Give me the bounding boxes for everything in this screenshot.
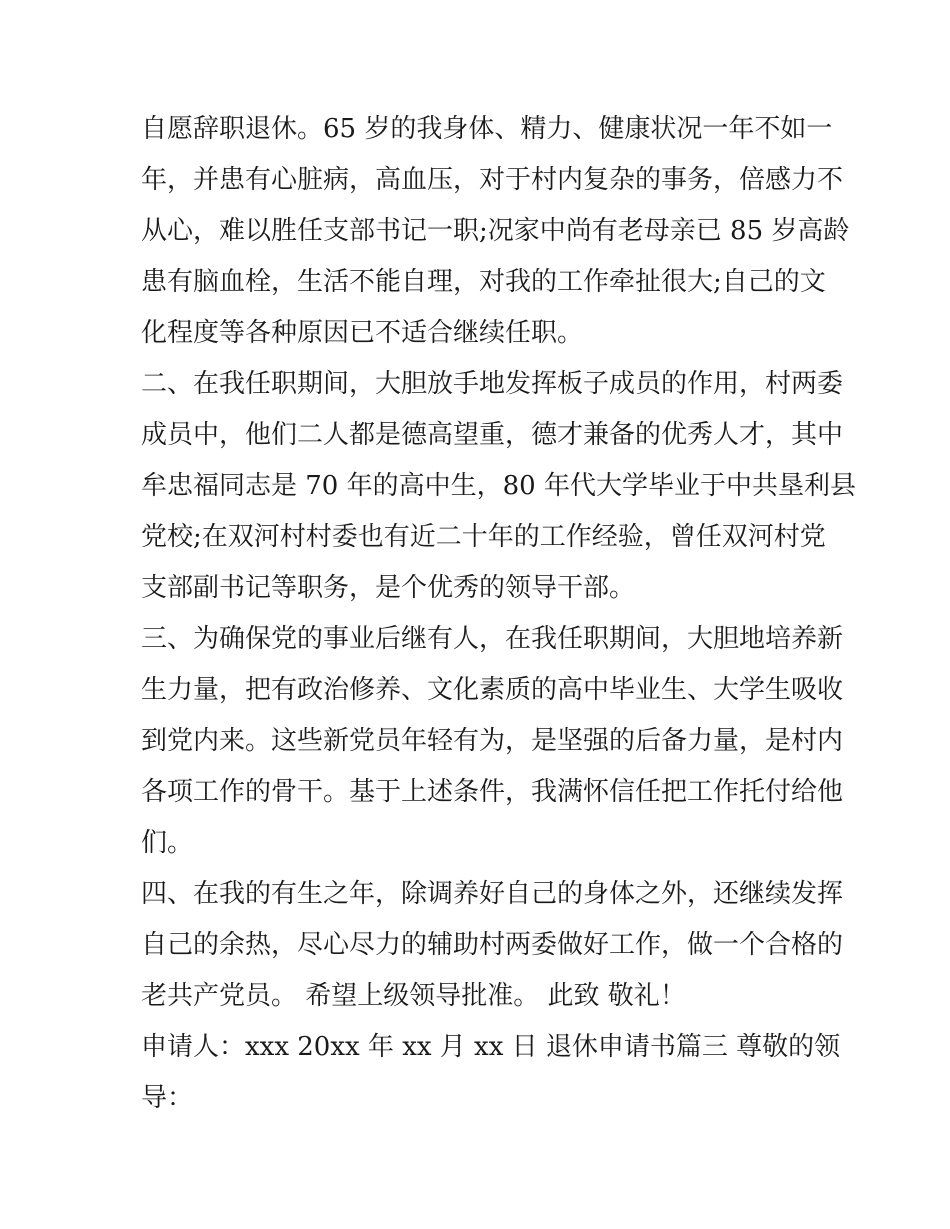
text-line: 各项工作的骨干。基于上述条件，我满怀信任把工作托付给他 <box>141 777 844 807</box>
text-line: 年，并患有心脏病，高血压，对于村内复杂的事务，倍感力不 <box>141 165 844 195</box>
text-line: 自己的余热，尽心尽力的辅助村两委做好工作，做一个合格的 <box>141 930 844 960</box>
text-line: 生力量，把有政治修养、文化素质的高中毕业生、大学生吸收 <box>141 675 844 705</box>
text-line: 牟忠福同志是 70 年的高中生，80 年代大学毕业于中共垦利县 <box>141 471 856 501</box>
text-line: 从心，难以胜任支部书记一职;况家中尚有老母亲已 85 岁高龄 <box>141 216 850 246</box>
text-line: 四、在我的有生之年，除调养好自己的身体之外，还继续发挥 <box>141 879 844 909</box>
text-line: 成员中，他们二人都是德高望重，德才兼备的优秀人才，其中 <box>141 420 844 450</box>
text-line: 到党内来。这些新党员年轻有为，是坚强的后备力量，是村内 <box>141 726 844 756</box>
text-line: 自愿辞职退休。65 岁的我身体、精力、健康状况一年不如一 <box>141 114 833 144</box>
text-line: 申请人：xxx 20xx 年 xx 月 xx 日 退休申请书篇三 尊敬的领 <box>141 1032 841 1062</box>
document-body <box>141 104 856 1124</box>
text-line: 老共产党员。 希望上级领导批准。 此致 敬礼！ <box>141 981 686 1011</box>
text-line: 患有脑血栓，生活不能自理，对我的工作牵扯很大;自己的文 <box>141 267 826 297</box>
text-line: 化程度等各种原因已不适合继续任职。 <box>141 318 584 348</box>
text-line: 支部副书记等职务，是个优秀的领导干部。 <box>141 573 636 603</box>
text-line: 二、在我任职期间，大胆放手地发挥板子成员的作用，村两委 <box>141 369 844 399</box>
text-line: 导： <box>141 1083 194 1113</box>
text-line: 党校;在双河村村委也有近二十年的工作经验，曾任双河村党 <box>141 522 826 552</box>
text-line: 三、为确保党的事业后继有人，在我任职期间，大胆地培养新 <box>141 624 844 654</box>
text-line: 们。 <box>141 828 194 858</box>
